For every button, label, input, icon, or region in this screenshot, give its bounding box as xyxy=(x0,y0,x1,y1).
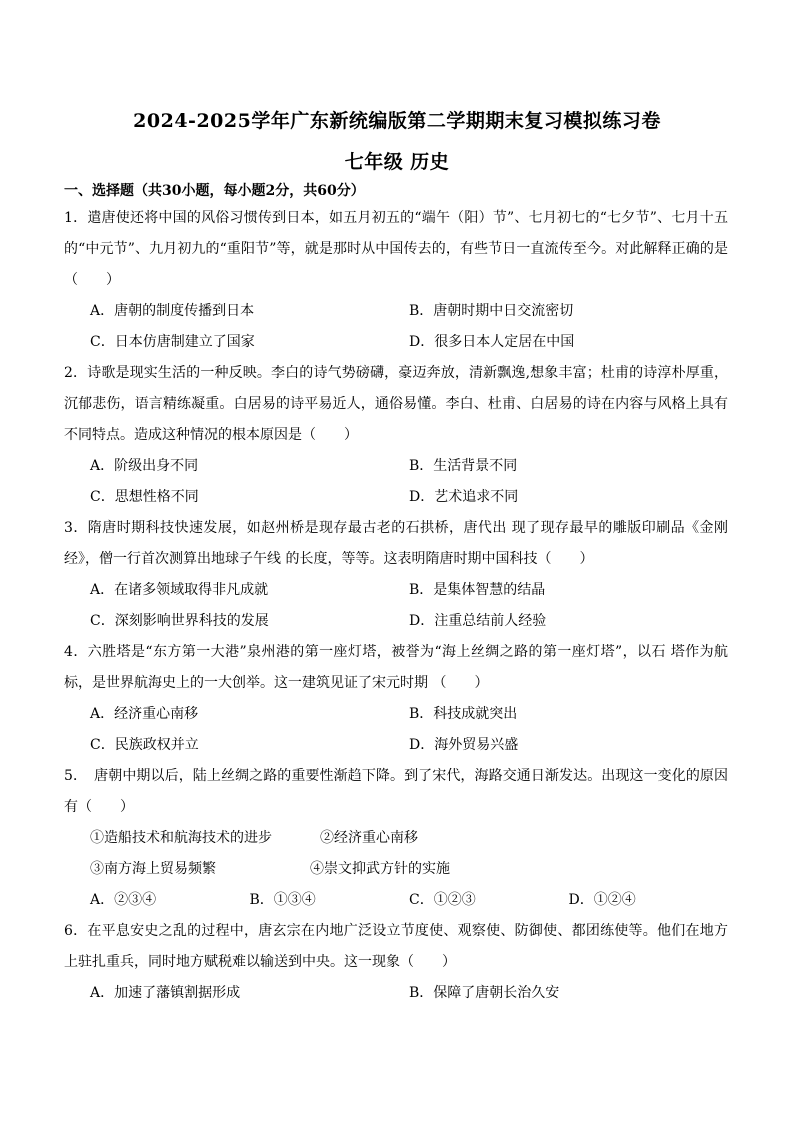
option-list xyxy=(64,885,728,916)
section-heading: 一、选择题（共30小题，每小题2分，共60分） xyxy=(64,183,365,199)
option-d[interactable]: D．艺术追求不同 xyxy=(409,489,519,505)
option-list xyxy=(64,699,728,761)
statement-row xyxy=(64,823,728,854)
exam-title: 2024-2025学年广东新统编版第二学期期末复习模拟练习卷 xyxy=(133,110,661,132)
question-stem: 2．诗歌是现实生活的一种反映。李白的诗气势磅礴，豪迈奔放，清新飘逸,想象丰富；杜甫的诗淳朴厚重，沉郁悲伤，语言精练凝重。白居易的诗平易近人，通俗易懂。李白、杜甫、白居易的诗在内容与风格上具有不同特点。造成这种情况的根本原因是（ ） xyxy=(64,365,728,443)
option-b[interactable]: B．保障了唐朝长治久安 xyxy=(409,985,560,1001)
option-a[interactable]: A．唐朝的制度传播到日本 xyxy=(90,303,255,319)
option-b[interactable]: B．科技成就突出 xyxy=(409,706,518,722)
option-b[interactable]: B．唐朝时期中日交流密切 xyxy=(409,303,574,319)
question-stem: 1．遣唐使还将中国的风俗习惯传到日本，如五月初五的“端午（阳）节”、七月初七的“七夕节”、七月十五的“中元节”、九月初九的“重阳节”等，就是那时从中国传去的，有些节日一直流传至今。对此解释正确的是（ ） xyxy=(64,210,728,288)
statement-item: ①造船技术和航海技术的进步 xyxy=(90,830,272,846)
option-c[interactable]: C．民族政权并立 xyxy=(90,737,199,753)
option-a[interactable]: A．②③④ xyxy=(90,892,157,908)
option-d[interactable]: D．海外贸易兴盛 xyxy=(409,737,519,753)
statement-item: ④崇文抑武方针的实施 xyxy=(310,861,450,877)
option-a[interactable]: A．经济重心南移 xyxy=(90,706,199,722)
question-4 xyxy=(64,637,728,761)
question-6 xyxy=(64,916,728,1009)
option-c[interactable]: C．日本仿唐制建立了国家 xyxy=(90,334,255,350)
question-2 xyxy=(64,358,728,513)
option-a[interactable]: A．阶级出身不同 xyxy=(90,458,199,474)
question-1 xyxy=(64,203,728,358)
option-b[interactable]: B．是集体智慧的结晶 xyxy=(409,582,546,598)
option-c[interactable]: C．深刻影响世界科技的发展 xyxy=(90,613,269,629)
option-list xyxy=(64,575,728,637)
question-3 xyxy=(64,513,728,637)
statement-row xyxy=(64,854,728,885)
option-list xyxy=(64,451,728,513)
option-d[interactable]: D．很多日本人定居在中国 xyxy=(409,334,575,350)
option-a[interactable]: A．加速了藩镇割据形成 xyxy=(90,985,241,1001)
question-stem: 6．在平息安史之乱的过程中，唐玄宗在内地广泛设立节度使、观察使、防御使、都团练使等。他们在地方上驻扎重兵，同时地方赋税难以输送到中央。这一现象（ ） xyxy=(64,923,728,970)
option-d[interactable]: D．①②④ xyxy=(568,892,636,908)
question-stem: 5． 唐朝中期以后，陆上丝绸之路的重要性渐趋下降。到了宋代，海路交通日渐发达。出现这一变化的原因有（ ） xyxy=(64,768,728,815)
option-list xyxy=(64,978,728,1009)
exam-subtitle: 七年级 历史 xyxy=(344,151,450,173)
option-b[interactable]: B．①③④ xyxy=(249,892,316,908)
option-c[interactable]: C．①②③ xyxy=(409,892,476,908)
option-a[interactable]: A．在诸多领域取得非凡成就 xyxy=(90,582,269,598)
option-list xyxy=(64,296,728,358)
question-stem: 3．隋唐时期科技快速发展，如赵州桥是现存最古老的石拱桥，唐代出 现了现存最早的雕版印刷品《金刚经》，僧一行首次测算出地球子午线 的长度，等等。这表明隋唐时期中国科技（ ） xyxy=(64,520,728,567)
option-b[interactable]: B．生活背景不同 xyxy=(409,458,518,474)
question-list xyxy=(64,203,728,1009)
statement-item: ②经济重心南移 xyxy=(320,830,418,846)
option-c[interactable]: C．思想性格不同 xyxy=(90,489,199,505)
question-stem: 4．六胜塔是“东方第一大港”泉州港的第一座灯塔，被誉为“海上丝绸之路的第一座灯塔”，以石 塔作为航标，是世界航海史上的一大创举。这一建筑见证了宋元时期 （ ） xyxy=(64,644,728,691)
option-d[interactable]: D．注重总结前人经验 xyxy=(409,613,547,629)
statement-item: ③南方海上贸易频繁 xyxy=(90,861,216,877)
question-5 xyxy=(64,761,728,916)
